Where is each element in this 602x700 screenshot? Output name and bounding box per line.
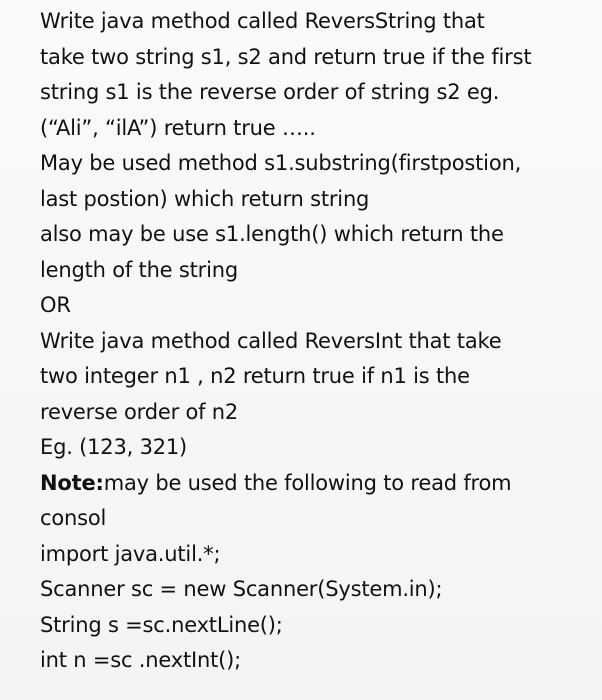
text-line: string s1 is the reverse order of string s2 eg. xyxy=(40,80,500,104)
text-line: Eg. (123, 321) xyxy=(40,435,188,459)
code-line: String s =sc.nextLine(); xyxy=(40,612,283,637)
text-line: (“Ali”, “ilA”) return true ….. xyxy=(40,115,316,140)
text-line: length of the string xyxy=(40,257,238,282)
text-line: take two string s1, s2 and return true if the first xyxy=(40,44,532,69)
text-line: two integer n1 , n2 return true if n1 is the xyxy=(40,364,470,388)
code-line: int n =sc .nextInt(); xyxy=(40,648,241,672)
or-separator: OR xyxy=(40,293,71,317)
code-line: Scanner sc = new Scanner(System.in); xyxy=(40,577,443,601)
code-line: import java.util.*; xyxy=(40,541,221,566)
text-line: consol xyxy=(40,506,107,530)
note-line xyxy=(40,466,582,502)
text-line: reverse order of n2 xyxy=(40,399,239,424)
note-text: may be used the following to read from xyxy=(103,470,512,495)
text-line: Write java method called ReversString that xyxy=(40,9,485,33)
note-label: Note: xyxy=(40,470,104,495)
text-line: also may be use s1.length() which return the xyxy=(40,222,504,246)
text-line: May be used method s1.substring(firstpostion, xyxy=(40,151,522,175)
text-line: Write java method called ReversInt that take xyxy=(40,328,502,353)
text-line: last postion) which return string xyxy=(40,186,370,211)
